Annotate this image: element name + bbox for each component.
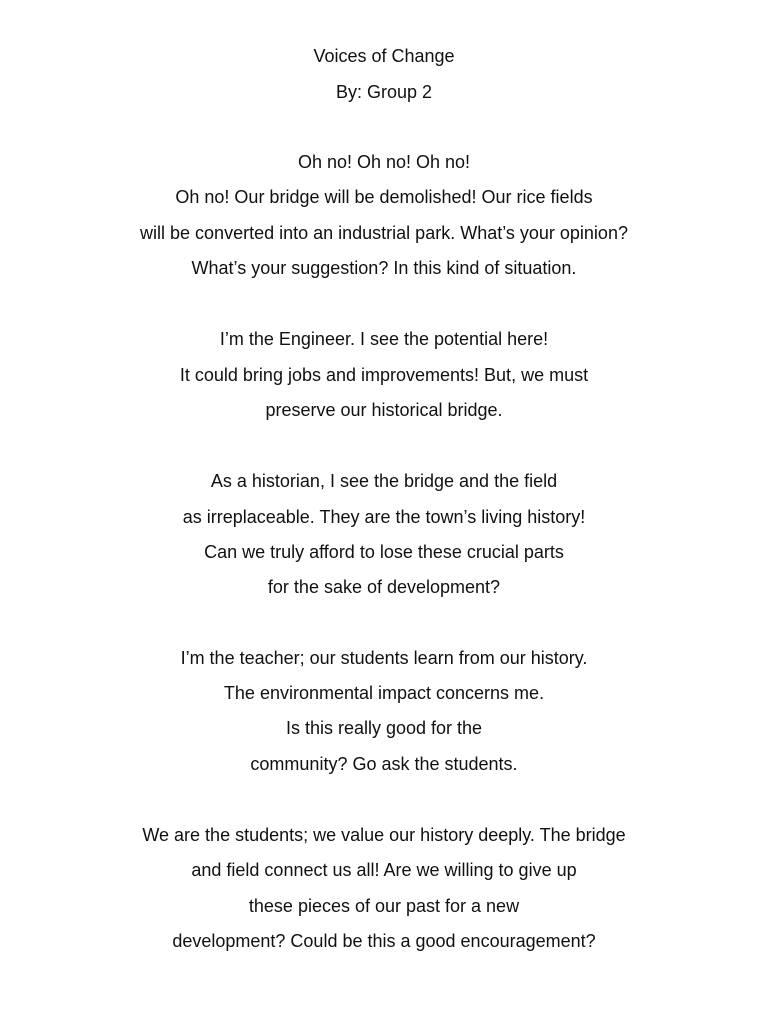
stanza-line: these pieces of our past for a new [248, 896, 520, 916]
stanza-line: Oh no! Oh no! Oh no! [297, 152, 471, 172]
document-title: Voices of Change [313, 46, 455, 66]
stanza-line: I’m the teacher; our students learn from our history. [180, 648, 588, 668]
document-byline: By: Group 2 [335, 82, 433, 102]
stanza-line: Can we truly afford to lose these crucial parts [204, 542, 564, 562]
stanza-line: Oh no! Our bridge will be demolished! Our rice fields [175, 187, 593, 207]
stanza-line: We are the students; we value our history deeply. The bridge [142, 825, 626, 845]
stanza-line: development? Could be this a good encouragement? [172, 931, 596, 951]
stanza-line: As a historian, I see the bridge and the field [210, 471, 558, 491]
stanza-line: What’s your suggestion? In this kind of situation. [191, 258, 577, 278]
stanza-line: preserve our historical bridge. [265, 400, 503, 420]
stanza-line: I’m the Engineer. I see the potential here! [219, 329, 549, 349]
stanza-line: as irreplaceable. They are the town’s living history! [182, 507, 586, 527]
stanza-line: Is this really good for the [285, 718, 483, 738]
stanza-line: community? Go ask the students. [250, 754, 518, 774]
stanza-line: will be converted into an industrial park. What’s your opinion? [140, 223, 628, 243]
stanza-line: It could bring jobs and improvements! But, we must [179, 365, 589, 385]
stanza-line: for the sake of development? [267, 577, 501, 597]
stanza-line: The environmental impact concerns me. [223, 683, 545, 703]
stanza-line: and field connect us all! Are we willing to give up [191, 860, 577, 880]
